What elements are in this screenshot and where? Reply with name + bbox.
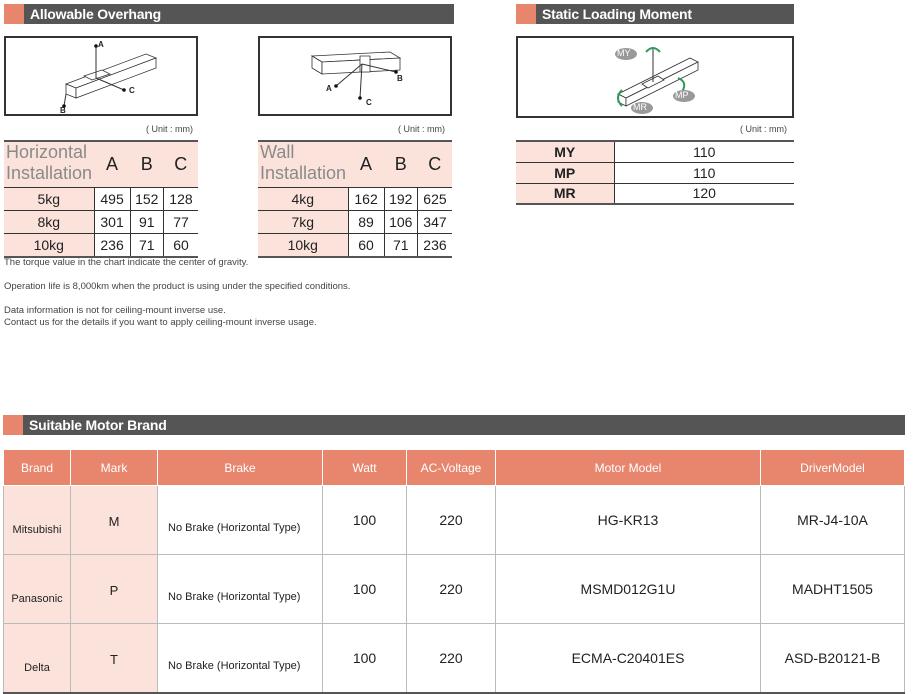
mark-cell: P xyxy=(71,555,158,624)
value-a: 495 xyxy=(94,188,130,211)
note-contact: Contact us for the details if you want to apply ceiling-mount inverse usage. xyxy=(4,317,317,328)
moment-label-my: MY xyxy=(617,48,631,58)
table-row xyxy=(4,211,198,234)
value-b: 192 xyxy=(384,188,417,211)
wall-overhang-diagram xyxy=(258,36,452,116)
header-accent xyxy=(4,4,24,24)
moment-key: MR xyxy=(516,183,614,204)
static-moment-title: Static Loading Moment xyxy=(542,6,692,22)
moment-value: 110 xyxy=(614,162,794,183)
watt-cell: 100 xyxy=(323,555,407,624)
col-header-c: C xyxy=(163,141,198,188)
value-c: 236 xyxy=(417,234,452,257)
brake-cell: No Brake (Horizontal Type) xyxy=(158,624,323,693)
value-b: 71 xyxy=(384,234,417,257)
table-row xyxy=(258,188,452,211)
table-row xyxy=(4,486,905,555)
wall-overhang-table xyxy=(258,140,452,258)
brand-cell: Delta xyxy=(4,624,71,693)
motor-table xyxy=(3,449,905,694)
driver-model-cell: MADHT1505 xyxy=(761,555,905,624)
moment-value: 110 xyxy=(614,141,794,162)
load-label: 8kg xyxy=(4,211,94,234)
brake-cell: No Brake (Horizontal Type) xyxy=(158,486,323,555)
value-b: 152 xyxy=(130,188,163,211)
motor-model-cell: ECMA-C20401ES xyxy=(496,624,761,693)
motor-model-cell: HG-KR13 xyxy=(496,486,761,555)
watt-cell: 100 xyxy=(323,624,407,693)
col-header-b: B xyxy=(384,141,417,188)
table-row xyxy=(4,624,905,693)
load-label: 10kg xyxy=(4,234,94,257)
driver-model-cell: MR-J4-10A xyxy=(761,486,905,555)
value-a: 236 xyxy=(94,234,130,257)
motor-table-header xyxy=(4,450,905,486)
static-moment-diagram xyxy=(516,36,794,118)
value-a: 162 xyxy=(348,188,384,211)
brand-cell: Panasonic xyxy=(4,555,71,624)
moment-key: MY xyxy=(516,141,614,162)
voltage-cell: 220 xyxy=(407,624,496,693)
col-header-a: A xyxy=(348,141,384,188)
value-a: 301 xyxy=(94,211,130,234)
static-unit-note: ( Unit : mm) xyxy=(740,124,787,134)
mark-cell: T xyxy=(71,624,158,693)
value-c: 77 xyxy=(163,211,198,234)
header-watt: Watt xyxy=(323,450,407,486)
header-accent xyxy=(516,4,536,24)
brake-cell: No Brake (Horizontal Type) xyxy=(158,555,323,624)
header-voltage: AC-Voltage xyxy=(407,450,496,486)
diagram-label-c: C xyxy=(129,86,135,95)
static-moment-table xyxy=(516,140,794,205)
diagram-label-c: C xyxy=(366,98,372,107)
load-label: 4kg xyxy=(258,188,348,211)
horizontal-unit-note: ( Unit : mm) xyxy=(146,124,193,134)
wall-unit-note: ( Unit : mm) xyxy=(398,124,445,134)
moment-label-mp: MP xyxy=(675,90,689,100)
horizontal-overhang-table xyxy=(4,140,198,258)
col-header-b: B xyxy=(130,141,163,188)
value-c: 347 xyxy=(417,211,452,234)
horizontal-installation-label: Horizontal Installation xyxy=(4,141,94,188)
table-row xyxy=(4,188,198,211)
motor-section-header xyxy=(3,415,905,435)
load-label: 7kg xyxy=(258,211,348,234)
moment-value: 120 xyxy=(614,183,794,204)
overhang-section-header xyxy=(4,4,454,24)
overhang-title: Allowable Overhang xyxy=(30,6,161,22)
note-operation-life: Operation life is 8,000km when the product is using under the specified conditions. xyxy=(4,281,351,292)
table-row xyxy=(258,234,452,257)
header-accent xyxy=(3,415,23,435)
note-torque: The torque value in the chart indicate the center of gravity. xyxy=(4,257,249,268)
watt-cell: 100 xyxy=(323,486,407,555)
voltage-cell: 220 xyxy=(407,486,496,555)
diagram-label-b: B xyxy=(397,74,403,83)
motor-model-cell: MSMD012G1U xyxy=(496,555,761,624)
header-brake: Brake xyxy=(158,450,323,486)
voltage-cell: 220 xyxy=(407,555,496,624)
load-label: 10kg xyxy=(258,234,348,257)
moment-key: MP xyxy=(516,162,614,183)
brand-cell: Mitsubishi xyxy=(4,486,71,555)
col-header-a: A xyxy=(94,141,130,188)
diagram-label-b: B xyxy=(60,106,66,115)
table-row xyxy=(4,555,905,624)
motor-title: Suitable Motor Brand xyxy=(29,417,167,433)
moment-label-mr: MR xyxy=(633,102,647,112)
load-label: 5kg xyxy=(4,188,94,211)
value-a: 60 xyxy=(348,234,384,257)
mark-cell: M xyxy=(71,486,158,555)
value-c: 128 xyxy=(163,188,198,211)
diagram-label-a: A xyxy=(326,84,332,93)
value-a: 89 xyxy=(348,211,384,234)
wall-installation-label: Wall Installation xyxy=(258,141,348,188)
table-row xyxy=(516,141,794,162)
table-row xyxy=(4,234,198,257)
header-mark: Mark xyxy=(71,450,158,486)
table-row xyxy=(516,162,794,183)
header-driver-model: DriverModel xyxy=(761,450,905,486)
driver-model-cell: ASD-B20121-B xyxy=(761,624,905,693)
table-row xyxy=(516,183,794,204)
value-b: 91 xyxy=(130,211,163,234)
header-motor-model: Motor Model xyxy=(496,450,761,486)
value-b: 71 xyxy=(130,234,163,257)
horizontal-overhang-diagram xyxy=(4,36,198,116)
col-header-c: C xyxy=(417,141,452,188)
value-b: 106 xyxy=(384,211,417,234)
note-ceiling-mount: Data information is not for ceiling-mount inverse use. xyxy=(4,305,226,316)
table-row xyxy=(258,211,452,234)
value-c: 625 xyxy=(417,188,452,211)
static-moment-section-header xyxy=(516,4,794,24)
diagram-label-a: A xyxy=(98,40,104,49)
value-c: 60 xyxy=(163,234,198,257)
header-brand: Brand xyxy=(4,450,71,486)
